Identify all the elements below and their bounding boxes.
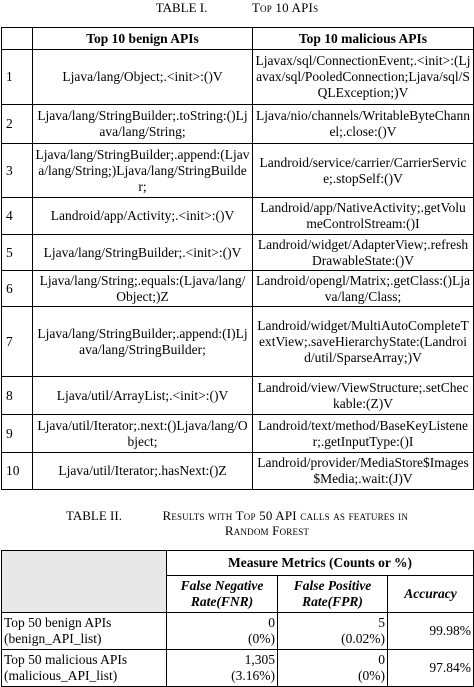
benign-api: Ljava/lang/String;.equals:(Ljava/lang/Object;)Z — [33, 271, 253, 307]
table2-caption-line2: Random Forest — [224, 523, 310, 538]
benign-api: Ljava/lang/StringBuilder;.append:(Ljava/lang/String;)Ljava/lang/StringBuilder; — [33, 144, 253, 198]
row-index: 6 — [2, 271, 33, 307]
fnr-count: 1,305 — [244, 652, 275, 667]
table-row — [2, 377, 474, 415]
table-row — [2, 144, 474, 198]
results-table — [1, 550, 474, 687]
table-row — [2, 613, 474, 650]
row-label-line1: Top 50 benign APIs — [4, 615, 112, 630]
table2-group-header-row — [2, 551, 474, 576]
benign-api: Ljava/lang/StringBuilder;.toString:()Ljava/lang/String; — [33, 105, 253, 144]
fnr-cell — [167, 650, 278, 687]
row-index: 10 — [2, 453, 33, 490]
table2-group-header: Measure Metrics (Counts or %) — [167, 551, 474, 576]
malicious-api: Landroid/widget/MultiAutoCompleteTextView;.saveHierarchyState:(Landroid/util/SparseArray;)V — [253, 307, 474, 377]
malicious-api: Landroid/widget/AdapterView;.refreshDrawableState:()V — [253, 235, 474, 271]
fpr-cell — [278, 613, 388, 650]
row-index: 4 — [2, 198, 33, 235]
benign-api: Ljava/lang/StringBuilder;.append:(I)Ljava/lang/StringBuilder; — [33, 307, 253, 377]
benign-api: Ljava/lang/Object;.<init>:()V — [33, 50, 253, 105]
benign-api: Ljava/util/ArrayList;.<init>:()V — [33, 377, 253, 415]
table-row — [2, 271, 474, 307]
table2-caption-number: TABLE II. — [65, 508, 122, 523]
fnr-count: 0 — [268, 615, 275, 630]
table1-header-row — [2, 28, 474, 50]
table-row — [2, 50, 474, 105]
malicious-api: Ljavax/sql/ConnectionEvent;.<init>:(Ljavax/sql/PooledConnection;Ljava/sql/SQLException;)V — [253, 50, 474, 105]
accuracy-cell: 97.84% — [388, 650, 474, 687]
table1-caption — [0, 0, 474, 15]
table2-corner-cell — [2, 551, 167, 613]
fnr-percent: (0%) — [248, 631, 275, 646]
row-index: 3 — [2, 144, 33, 198]
benign-api: Ljava/util/Iterator;.hasNext:()Z — [33, 453, 253, 490]
malicious-api: Landroid/service/carrier/CarrierService;.stopSelf:()V — [253, 144, 474, 198]
malicious-api: Landroid/provider/MediaStore$Images$Media;.wait:(J)V — [253, 453, 474, 490]
table-row — [2, 415, 474, 453]
malicious-api: Landroid/app/NativeActivity;.getVolumeControlStream:()I — [253, 198, 474, 235]
row-label-line1: Top 50 malicious APIs — [4, 652, 128, 667]
table1-header-malicious: Top 10 malicious APIs — [253, 28, 474, 50]
table2-caption-line1: Results with Top 50 API calls as features in — [162, 508, 409, 523]
benign-api: Ljava/lang/StringBuilder;.<init>:()V — [33, 235, 253, 271]
table-row — [2, 453, 474, 490]
table1-header-benign: Top 10 benign APIs — [33, 28, 253, 50]
malicious-api: Landroid/text/method/BaseKeyListener;.getInputType:()I — [253, 415, 474, 453]
table-row — [2, 105, 474, 144]
table-row — [2, 235, 474, 271]
fnr-percent: (3.16%) — [231, 668, 275, 683]
row-label-line2: (malicious_API_list) — [4, 668, 118, 683]
table2-header-fpr: False Positive Rate(FPR) — [278, 576, 388, 613]
table2-header-fnr: False Negative Rate(FNR) — [167, 576, 278, 613]
row-index: 1 — [2, 50, 33, 105]
table-row — [2, 307, 474, 377]
table-row — [2, 650, 474, 687]
benign-api: Landroid/app/Activity;.<init>:()V — [33, 198, 253, 235]
row-index: 2 — [2, 105, 33, 144]
top-apis-table — [1, 27, 474, 490]
row-index: 9 — [2, 415, 33, 453]
table2-header-accuracy: Accuracy — [388, 576, 474, 613]
row-label — [2, 650, 167, 687]
table2-caption — [0, 508, 474, 538]
fpr-count: 5 — [378, 615, 385, 630]
table-row — [2, 198, 474, 235]
malicious-api: Landroid/view/ViewStructure;.setCheckable:(Z)V — [253, 377, 474, 415]
row-label-line2: (benign_API_list) — [4, 631, 102, 646]
row-index: 5 — [2, 235, 33, 271]
fpr-count: 0 — [378, 652, 385, 667]
benign-api: Ljava/util/Iterator;.next:()Ljava/lang/Object; — [33, 415, 253, 453]
accuracy-cell: 99.98% — [388, 613, 474, 650]
fpr-percent: (0%) — [358, 668, 385, 683]
row-index: 8 — [2, 377, 33, 415]
table1-header-index — [2, 28, 33, 50]
fpr-percent: (0.02%) — [341, 631, 385, 646]
table1-caption-title: Top 10 APIs — [251, 0, 319, 15]
row-label — [2, 613, 167, 650]
row-index: 7 — [2, 307, 33, 377]
malicious-api: Ljava/nio/channels/WritableByteChannel;.close:()V — [253, 105, 474, 144]
fnr-cell — [167, 613, 278, 650]
table1-caption-number: TABLE I. — [155, 0, 208, 15]
malicious-api: Landroid/opengl/Matrix;.getClass:()Ljava/lang/Class; — [253, 271, 474, 307]
fpr-cell — [278, 650, 388, 687]
